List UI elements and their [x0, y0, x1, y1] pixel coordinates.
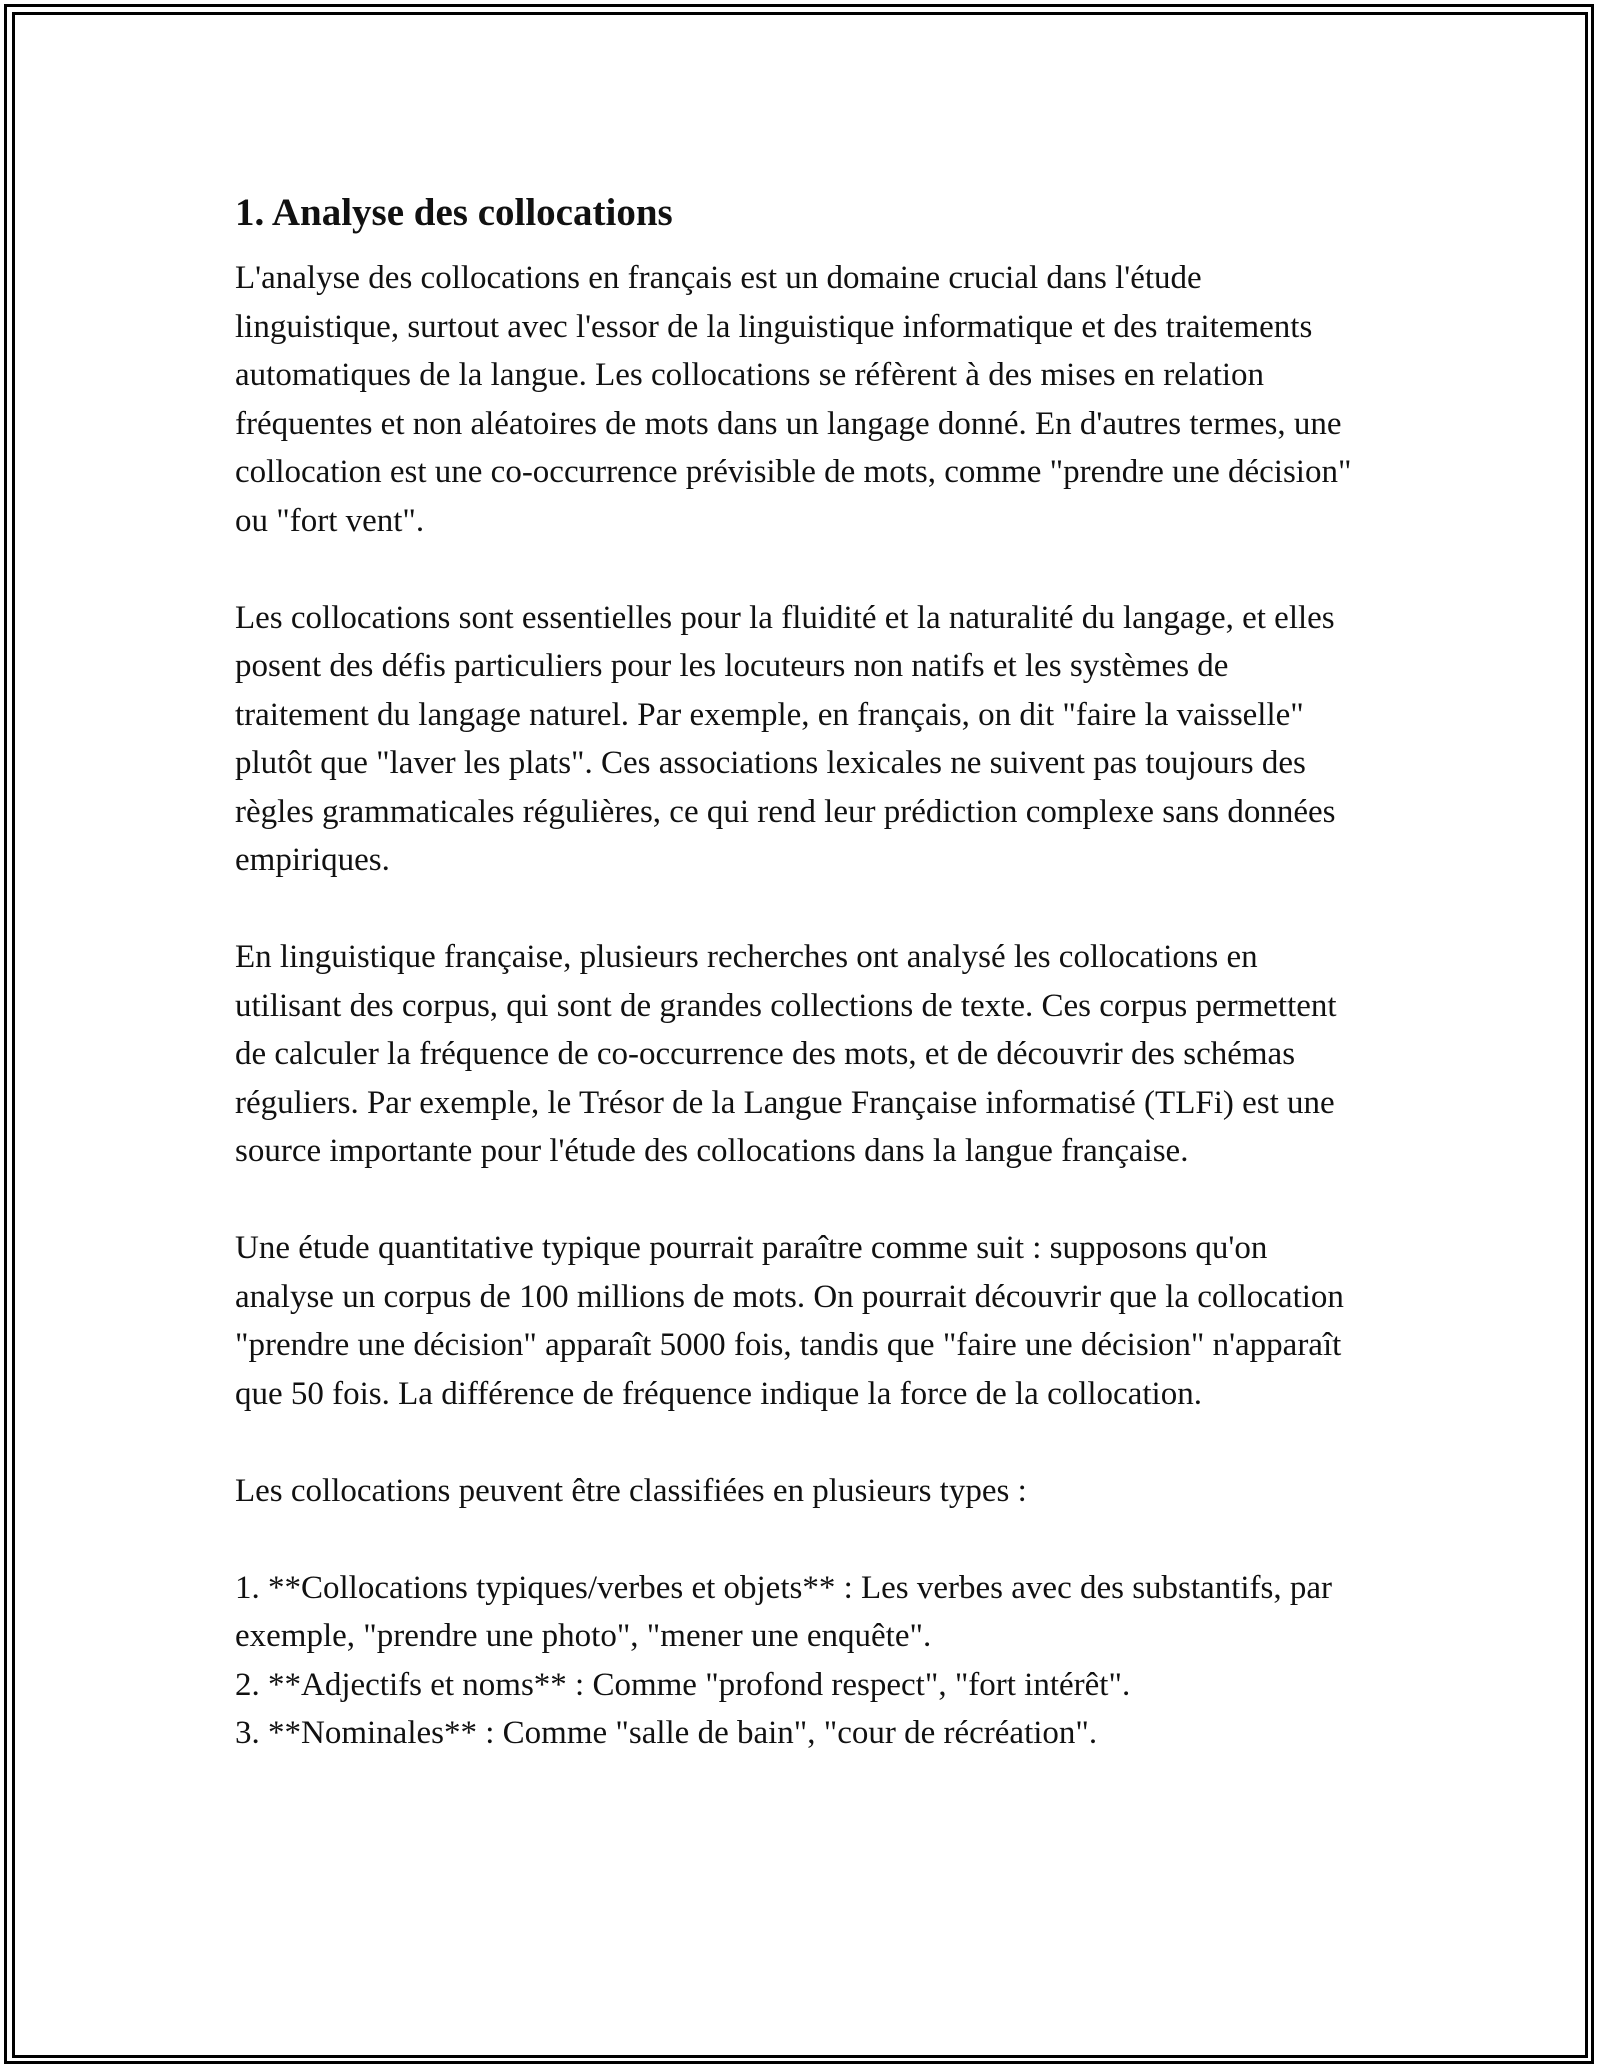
list-item: 3. **Nominales** : Comme "salle de bain", "cour de récréation". [235, 1715, 1098, 1751]
list-item: 2. **Adjectifs et noms** : Comme "profond respect", "fort intérêt". [235, 1666, 1131, 1703]
document-body [235, 180, 1365, 1758]
paragraph-corpus-research: En linguistique française, plusieurs recherches ont analysé les collocations en utilisant des corpus, qui sont de grandes collections de texte. Ces corpus permettent de calculer la fréquence de co-occurrence des mots, et de découvrir des schémas réguliers. Par exemple, le Trésor de la Langue Française informatisé (TLFi) est une source importante pour l'étude des collocations dans la langue française. [235, 939, 1337, 1169]
paragraph-importance: Les collocations sont essentielles pour la fluidité et la naturalité du langage, et elles posent des défis particuliers pour les locuteurs non natifs et les systèmes de traitement du langage naturel. Par exemple, en français, on dit "faire la vaisselle" plutôt que "laver les plats". Ces associations lexicales ne suivent pas toujours des règles grammaticales régulières, ce qui rend leur prédiction complexe sans données empiriques. [235, 599, 1336, 878]
paragraph-types-intro: Les collocations peuvent être classifiées en plusieurs types : [235, 1472, 1027, 1509]
paragraph-intro: L'analyse des collocations en français est un domaine crucial dans l'étude linguistique, surtout avec l'essor de la linguistique informatique et des traitements automatiques de la langue. Les collocations se réfèrent à des mises en relation fréquentes et non aléatoires de mots dans un langage donné. En d'autres termes, une collocation est une co-occurrence prévisible de mots, comme "prendre une décision" ou "fort vent". [235, 260, 1352, 539]
collocation-types-list [235, 1564, 1365, 1758]
section-heading: 1. Analyse des collocations [235, 191, 673, 234]
paragraph-quantitative-study: Une étude quantitative typique pourrait paraître comme suit : supposons qu'on analyse un corpus de 100 millions de mots. On pourrait découvrir que la collocation "prendre une décision" apparaît 5000 fois, tandis que "faire une décision" n'apparaît que 50 fois. La différence de fréquence indique la force de la collocation. [235, 1230, 1344, 1412]
list-item: 1. **Collocations typiques/verbes et objets** : Les verbes avec des substantifs, par exemple, "prendre une photo", "mener une enquête". [235, 1569, 1333, 1654]
